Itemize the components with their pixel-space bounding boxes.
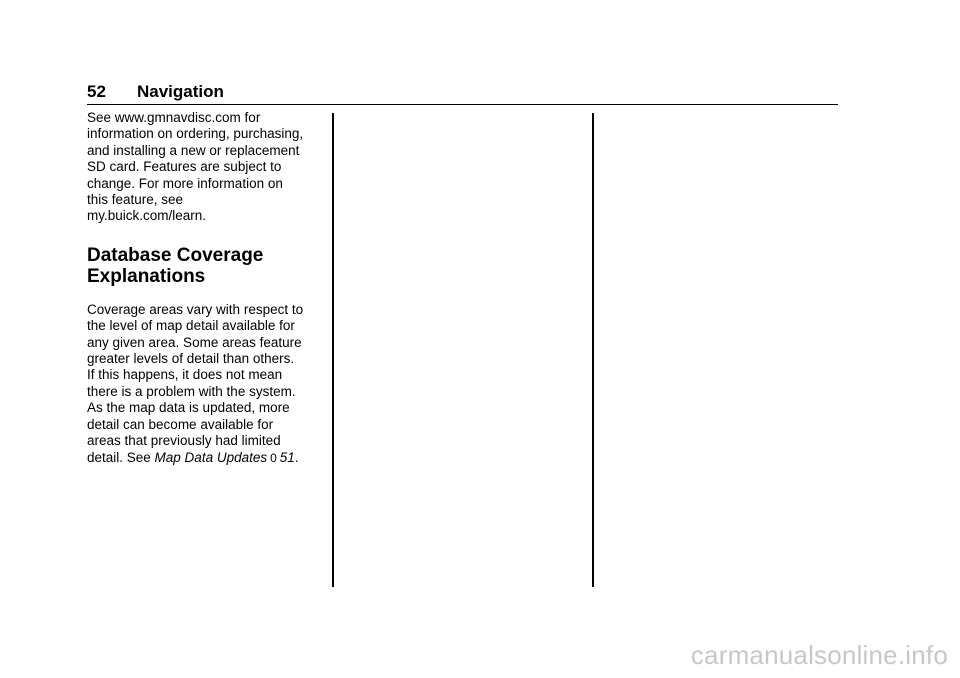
column-divider-left [332,113,334,587]
paragraph-line: there is a problem with the system. [87,383,296,399]
paragraph-line: and installing a new or replacement [87,142,300,158]
heading-line: Explanations [87,265,206,287]
paragraph-line: As the map data is updated, more [87,400,290,416]
paragraph-line: Coverage areas vary with respect to [87,301,304,317]
intro-paragraph [87,110,327,225]
column-divider-right [592,113,594,587]
paragraph-line: SD card. Features are subject to [87,159,282,175]
paragraph-line: change. For more information on [87,175,283,191]
paragraph-line: any given area. Some areas feature [87,334,302,350]
xref-page-number[interactable]: 51 [279,449,295,465]
coverage-paragraph [87,302,327,466]
paragraph-line: my.buick.com/learn. [87,208,207,224]
map-data-updates-link[interactable]: Map Data Updates [154,449,268,465]
page-ref-arrow-icon: 0 [270,450,277,465]
paragraph-line: the level of map detail available for [87,318,295,334]
page-number: 52 [87,82,106,101]
xref-prefix: detail. See [87,449,155,465]
paragraph-line: information on ordering, purchasing, [87,126,304,142]
paragraph-line: greater levels of detail than others. [87,351,295,367]
paragraph-line: See www.gmnavdisc.com for [87,110,261,125]
section-title: Navigation [137,82,224,101]
paragraph-line-last [87,450,327,466]
paragraph-line: this feature, see [87,192,184,208]
watermark: carmanualsonline.info [690,640,948,670]
paragraph-line: detail can become available for [87,416,274,432]
coverage-heading [87,245,327,287]
heading-line: Database Coverage [87,244,264,266]
paragraph-line: areas that previously had limited [87,433,281,449]
text-column-left [87,110,327,466]
page-header [87,82,838,105]
paragraph-line: If this happens, it does not mean [87,367,283,383]
xref-suffix: . [294,449,299,465]
